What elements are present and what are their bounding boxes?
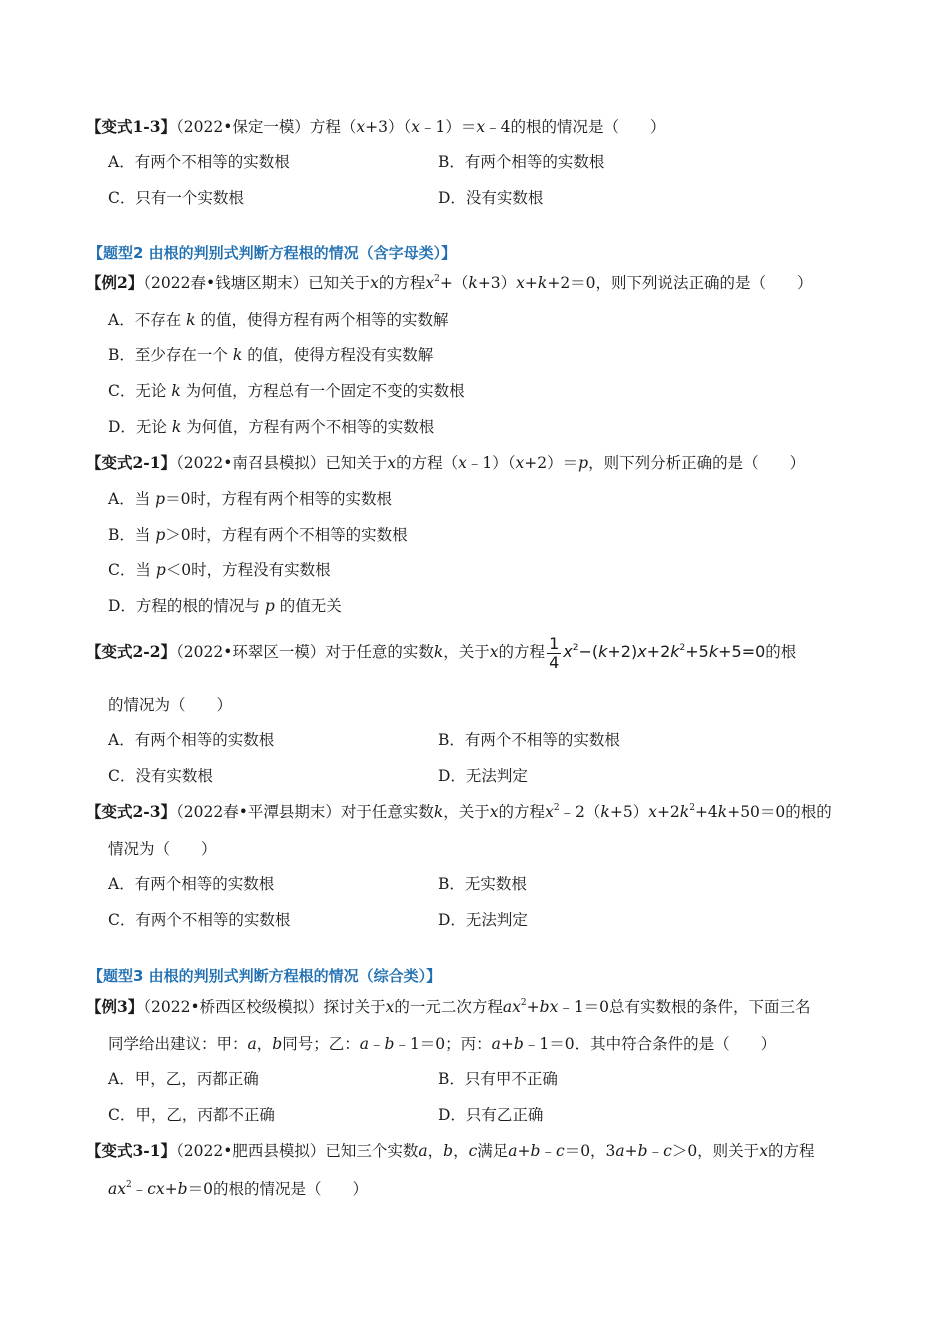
question-source: （2022•保定一模）	[176, 118, 310, 136]
question-tag: 【变式2-2】	[86, 642, 177, 661]
option-a[interactable]: A．不存在 k 的值，使得方程有两个相等的实数解	[108, 311, 449, 329]
option-c[interactable]: C．甲，乙，丙都不正确	[108, 1106, 275, 1124]
option-b[interactable]: B．当 p＞0时，方程有两个不相等的实数根	[108, 526, 408, 544]
option-b[interactable]: B．无实数根	[438, 875, 527, 893]
question-source: （2022春•钱塘区期末）	[143, 274, 309, 292]
question-1-3: 【变式1-3】（2022•保定一模）方程（x+3）（x﹣1）＝x﹣4的根的情况是（ ）	[86, 117, 666, 136]
question-2-3: 【变式2-3】（2022春•平潭县期末）对于任意实数k，关于x的方程$x^2﹣2(k+5)x+2k^2+4k+50=0$的根的	[86, 802, 832, 821]
option-a[interactable]: A．有两个相等的实数根	[108, 731, 275, 749]
option-d[interactable]: D．无法判定	[438, 767, 528, 785]
fraction-one-quarter: $\frac{1}{4}$	[549, 633, 560, 672]
question-source: （2022春•平潭县期末）	[176, 803, 341, 821]
question-tag: 【变式2-3】	[86, 802, 177, 821]
option-b[interactable]: B．至少存在一个 k 的值，使得方程没有实数解	[108, 346, 434, 364]
option-c[interactable]: C．有两个不相等的实数根	[108, 911, 291, 929]
question-continuation: $ax^2﹣cx+b=0$的根的情况是（ ）	[108, 1180, 368, 1198]
question-source: （2022•环翠区一模）	[176, 643, 326, 661]
section-heading-2: 【题型2 由根的判别式判断方程根的情况（含字母类）】	[88, 244, 457, 262]
option-a[interactable]: A．有两个相等的实数根	[108, 875, 275, 893]
question-tag: 【变式1-3】	[86, 117, 177, 136]
question-continuation: 情况为（ ）	[108, 840, 217, 858]
question-3-1: 【变式3-1】（2022•肥西县模拟）已知三个实数a，b，c满足a+b﹣c＝0，3a+b﹣c＞0，则关于x的方程	[86, 1141, 815, 1160]
question-tag: 【例3】	[86, 997, 144, 1016]
option-c[interactable]: C．没有实数根	[108, 767, 213, 785]
section-heading-3: 【题型3 由根的判别式判断方程根的情况（综合类）】	[88, 967, 442, 985]
question-source: （2022•南召县模拟）	[176, 454, 326, 472]
question-2-2: 【变式2-2】（2022•环翠区一模）对于任意的实数k，关于x的方程 $\frac{1}{4}$ $x^2-(k+2)x+2k^2+5k+5=0$的根	[86, 633, 797, 672]
question-continuation: 同学给出建议：甲：a，b同号；乙：a﹣b﹣1＝0；丙：a+b﹣1＝0．其中符合条件的是（ ）	[108, 1035, 777, 1053]
example-2: 【例2】（2022春•钱塘区期末）已知关于x的方程$x^2+(k+3)x+k+2=0$，则下列说法正确的是（ ）	[86, 273, 813, 292]
question-source: （2022•肥西县模拟）	[176, 1142, 326, 1160]
option-a[interactable]: A．有两个不相等的实数根	[108, 153, 290, 171]
option-a[interactable]: A．甲，乙，丙都正确	[108, 1070, 259, 1088]
option-c[interactable]: C．当 p＜0时，方程没有实数根	[108, 561, 331, 579]
option-c[interactable]: C．只有一个实数根	[108, 189, 244, 207]
example-3: 【例3】（2022•桥西区校级模拟）探讨关于x的一元二次方程$ax^2+bx﹣1=0$总有实数根的条件，下面三名	[86, 997, 811, 1016]
question-tag: 【变式2-1】	[86, 453, 177, 472]
option-a[interactable]: A．当 p＝0时，方程有两个相等的实数根	[108, 490, 392, 508]
option-d[interactable]: D．只有乙正确	[438, 1106, 544, 1124]
equation: $x^2-(k+2)x+2k^2+5k+5=0$	[563, 642, 766, 661]
option-b[interactable]: B．有两个不相等的实数根	[438, 731, 620, 749]
question-tag: 【变式3-1】	[86, 1141, 177, 1160]
option-d[interactable]: D．无法判定	[438, 911, 528, 929]
option-d[interactable]: D．没有实数根	[438, 189, 544, 207]
option-d[interactable]: D．方程的根的情况与 p 的值无关	[108, 597, 342, 615]
option-b[interactable]: B．只有甲不正确	[438, 1070, 558, 1088]
option-c[interactable]: C．无论 k 为何值，方程总有一个固定不变的实数根	[108, 382, 465, 400]
question-continuation: 的情况为（ ）	[108, 696, 233, 714]
question-tag: 【例2】	[86, 273, 144, 292]
option-d[interactable]: D．无论 k 为何值，方程有两个不相等的实数根	[108, 418, 435, 436]
question-source: （2022•桥西区校级模拟）	[143, 998, 324, 1016]
option-b[interactable]: B．有两个相等的实数根	[438, 153, 605, 171]
question-2-1: 【变式2-1】（2022•南召县模拟）已知关于x的方程（x﹣1）（x+2）＝p，则下列分析正确的是（ ）	[86, 453, 806, 472]
